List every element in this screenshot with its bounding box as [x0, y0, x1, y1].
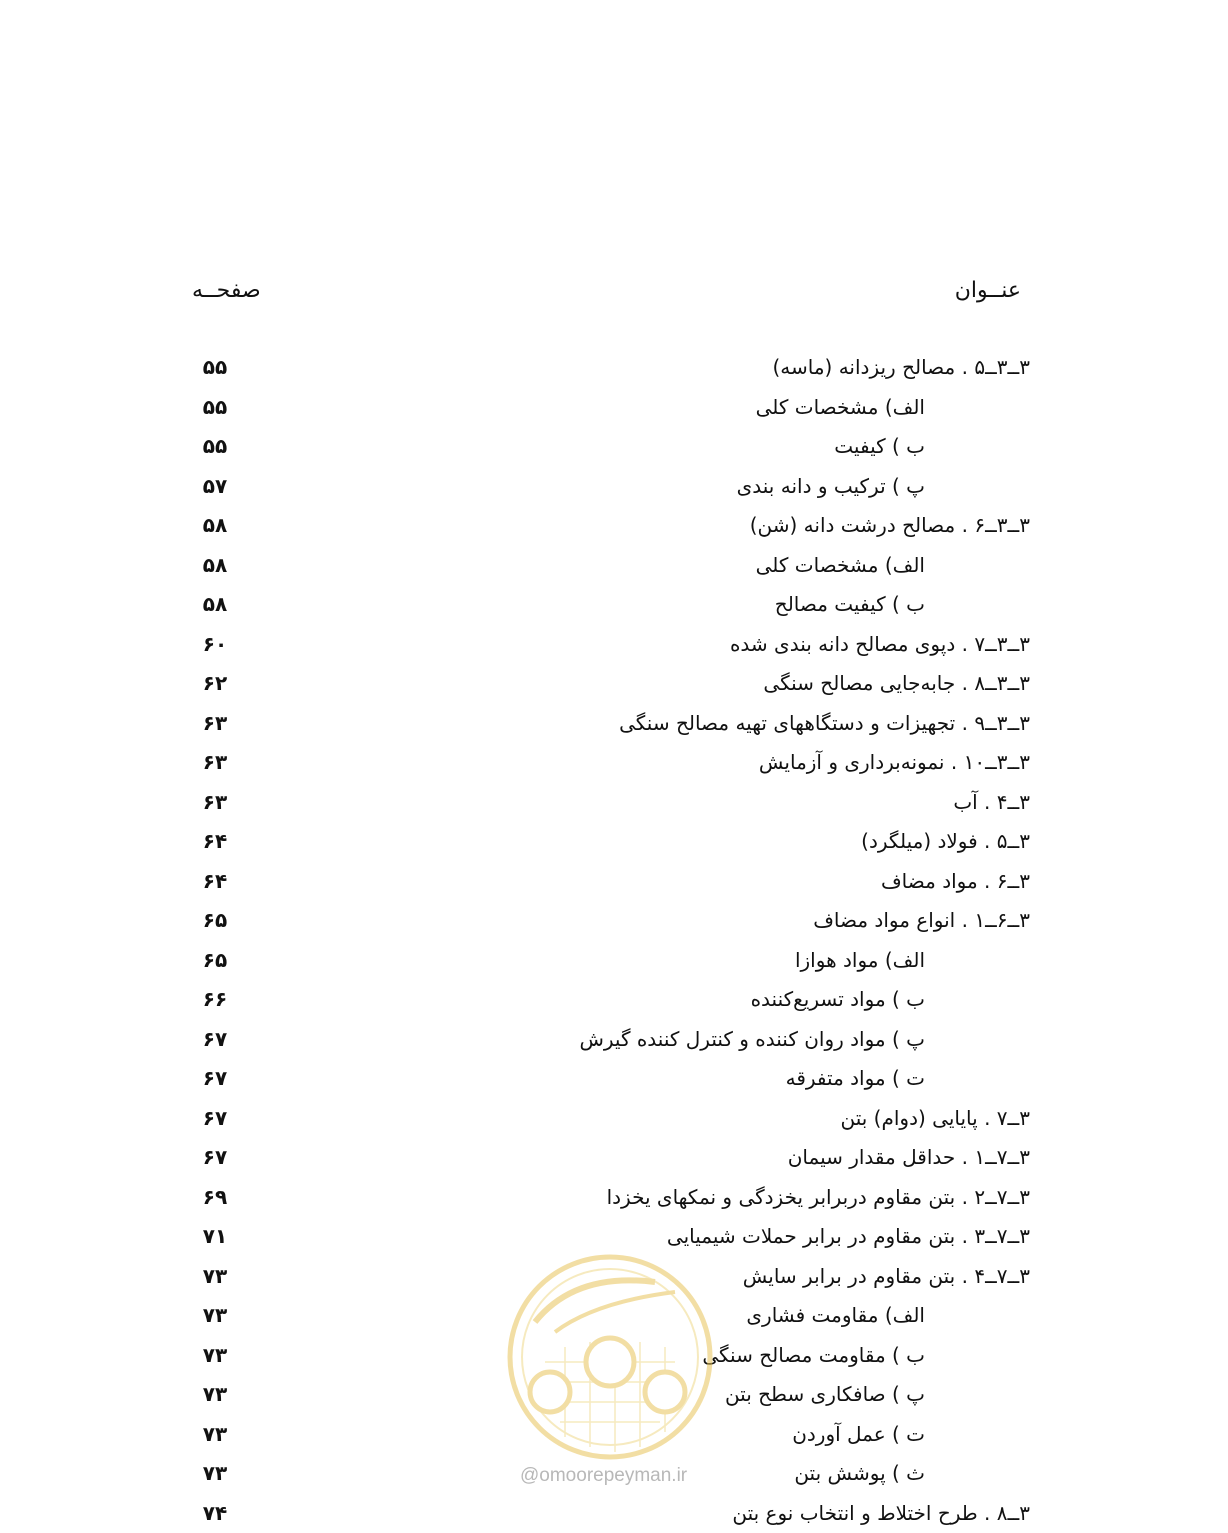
toc-entry-page: ۶۴: [190, 862, 240, 901]
toc-entry-title: ۳ــ۳ــ۱۰ . نمونه‌برداری و آزمایش: [759, 743, 1030, 782]
toc-entry-title: ۳ــ۸ . طرح اختلاط و انتخاب نوع بتن: [732, 1494, 1030, 1533]
toc-row: [0, 1059, 1228, 1099]
column-header-page: صفحــه: [192, 278, 261, 303]
toc-row: [0, 388, 1228, 428]
toc-entry-title: پ ) مواد روان کننده و کنترل کننده گیرش: [579, 1020, 925, 1059]
toc-entry-page: ۵۵: [190, 388, 240, 427]
toc-entry-page: ۷۳: [190, 1415, 240, 1454]
toc-entry-page: ۶۰: [190, 625, 240, 664]
toc-entry-page: ۶۶: [190, 980, 240, 1019]
toc-entry-title: الف) مشخصات کلی: [756, 388, 925, 427]
toc-row: [0, 941, 1228, 981]
toc-entry-page: ۷۳: [190, 1375, 240, 1414]
toc-row: [0, 704, 1228, 744]
toc-entry-page: ۶۴: [190, 822, 240, 861]
toc-entry-title: ۳ــ۷ــ۴ . بتن مقاوم در برابر سایش: [743, 1257, 1030, 1296]
toc-row: [0, 1217, 1228, 1257]
toc-row: [0, 1375, 1228, 1415]
toc-row: [0, 743, 1228, 783]
toc-entry-page: ۶۷: [190, 1099, 240, 1138]
toc-row: [0, 427, 1228, 467]
toc-entry-title: ۳ــ۷ــ۲ . بتن مقاوم دربرابر یخزدگی و نمکهای یخزدا: [607, 1178, 1030, 1217]
toc-row: [0, 980, 1228, 1020]
toc-entry-page: ۶۵: [190, 941, 240, 980]
toc-entry-page: ۵۸: [190, 506, 240, 545]
toc-entry-title: ۳ــ۳ــ۹ . تجهیزات و دستگاههای تهیه مصالح سنگی: [619, 704, 1030, 743]
toc-entry-title: ۳ــ۳ــ۷ . دپوی مصالح دانه بندی شده: [730, 625, 1030, 664]
toc-row: [0, 546, 1228, 586]
toc-entry-title: الف) مقاومت فشاری: [746, 1296, 925, 1335]
toc-entry-title: الف) مشخصات کلی: [756, 546, 925, 585]
toc-entry-title: ت ) عمل آوردن: [792, 1415, 925, 1454]
toc-row: [0, 1336, 1228, 1376]
toc-entry-title: ۳ــ۷ــ۱ . حداقل مقدار سیمان: [788, 1138, 1030, 1177]
toc-row: [0, 506, 1228, 546]
toc-entry-title: ۳ــ۵ . فولاد (میلگرد): [861, 822, 1030, 861]
toc-row: [0, 901, 1228, 941]
toc-entry-title: الف) مواد هوازا: [795, 941, 925, 980]
toc-row: [0, 664, 1228, 704]
toc-entry-page: ۶۷: [190, 1020, 240, 1059]
toc-entry-page: ۷۳: [190, 1336, 240, 1375]
toc-entry-title: ۳ــ۶ . مواد مضاف: [881, 862, 1030, 901]
watermark-site-label: @omoorepeyman.ir: [520, 1465, 687, 1487]
toc-entry-title: ث ) پوشش بتن: [794, 1454, 925, 1493]
toc-row: [0, 1257, 1228, 1297]
toc-entry-page: ۵۷: [190, 467, 240, 506]
toc-row: [0, 1099, 1228, 1139]
toc-row: [0, 862, 1228, 902]
toc-entry-page: ۵۵: [190, 427, 240, 466]
toc-entry-title: ۳ــ۳ــ۵ . مصالح ریزدانه (ماسه): [772, 348, 1030, 387]
toc-entry-page: ۶۳: [190, 743, 240, 782]
toc-entry-page: ۶۹: [190, 1178, 240, 1217]
toc-entry-title: ۳ــ۷ــ۳ . بتن مقاوم در برابر حملات شیمیایی: [667, 1217, 1030, 1256]
toc-entry-page: ۶۷: [190, 1059, 240, 1098]
toc-entry-title: ب ) مقاومت مصالح سنگی: [702, 1336, 925, 1375]
toc-row: [0, 1415, 1228, 1455]
toc-row: [0, 1296, 1228, 1336]
toc-entry-page: ۶۷: [190, 1138, 240, 1177]
toc-row: [0, 1494, 1228, 1533]
toc-entry-title: پ ) ترکیب و دانه بندی: [737, 467, 925, 506]
toc-entry-title: ۳ــ۳ــ۸ . جابه‌جایی مصالح سنگی: [763, 664, 1030, 703]
toc-row: [0, 1178, 1228, 1218]
toc-entry-title: ۳ــ۶ــ۱ . انواع مواد مضاف: [813, 901, 1030, 940]
toc-entry-page: ۶۳: [190, 783, 240, 822]
toc-row: [0, 467, 1228, 507]
toc-entry-page: ۵۵: [190, 348, 240, 387]
toc-entry-title: ب ) کیفیت مصالح: [775, 585, 925, 624]
toc-entry-title: ب ) کیفیت: [834, 427, 925, 466]
toc-entry-title: ۳ــ۷ . پایایی (دوام) بتن: [841, 1099, 1031, 1138]
toc-entry-page: ۷۳: [190, 1257, 240, 1296]
toc-entry-page: ۷۴: [190, 1494, 240, 1533]
toc-entry-title: پ ) صافکاری سطح بتن: [725, 1375, 925, 1414]
toc-row: [0, 625, 1228, 665]
toc-row: [0, 1138, 1228, 1178]
toc-entry-page: ۵۸: [190, 546, 240, 585]
toc-entry-page: ۷۳: [190, 1296, 240, 1335]
table-of-contents: [0, 348, 1228, 1533]
toc-row: [0, 585, 1228, 625]
toc-entry-title: ۳ــ۳ــ۶ . مصالح درشت دانه (شن): [750, 506, 1030, 545]
toc-row: [0, 348, 1228, 388]
toc-entry-page: ۵۸: [190, 585, 240, 624]
column-header-title: عنــوان: [955, 278, 1021, 303]
toc-entry-title: ت ) مواد متفرقه: [786, 1059, 925, 1098]
toc-row: [0, 822, 1228, 862]
toc-entry-page: ۶۳: [190, 704, 240, 743]
toc-entry-page: ۷۳: [190, 1454, 240, 1493]
toc-row: [0, 1020, 1228, 1060]
toc-entry-title: ب ) مواد تسریع‌کننده: [751, 980, 925, 1019]
toc-entry-page: ۶۲: [190, 664, 240, 703]
toc-entry-title: ۳ــ۴ . آب: [953, 783, 1030, 822]
toc-row: [0, 783, 1228, 823]
toc-entry-page: ۶۵: [190, 901, 240, 940]
toc-entry-page: ۷۱: [190, 1217, 240, 1256]
